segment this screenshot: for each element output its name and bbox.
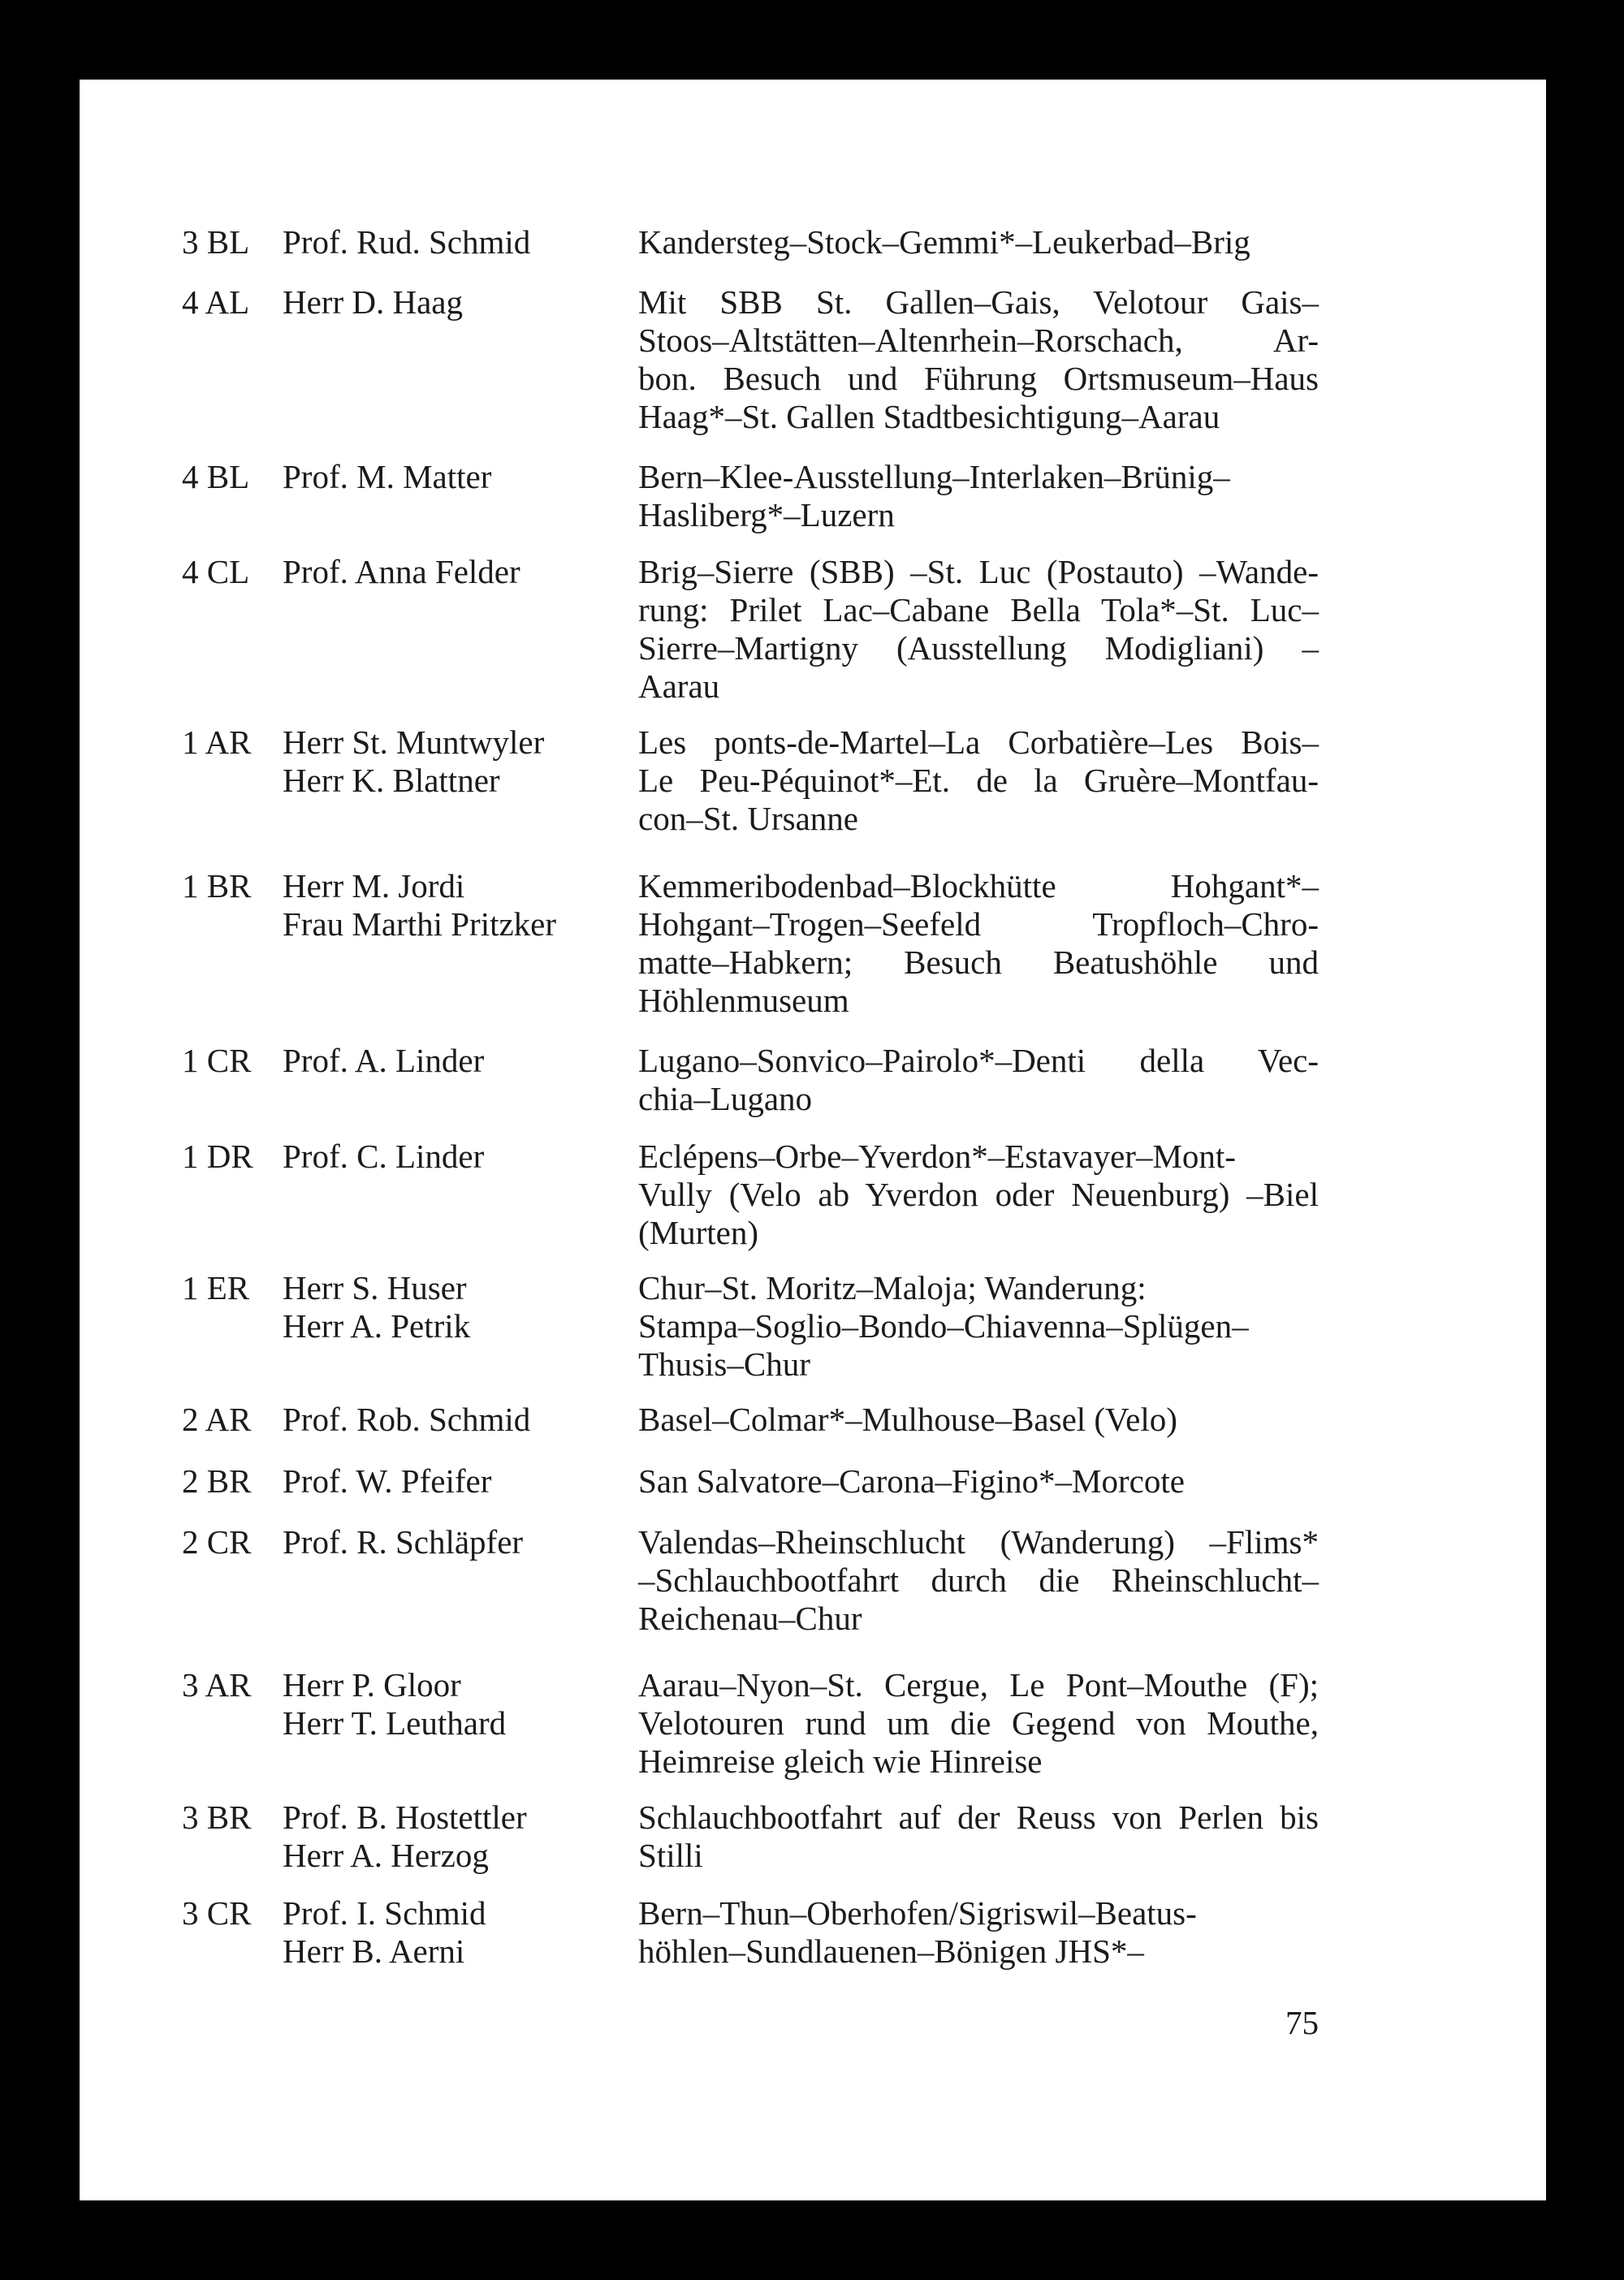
group-code: 1 ER [182, 1269, 250, 1306]
leader-name: Herr A. Herzog [283, 1837, 489, 1874]
route-description [638, 867, 1319, 1020]
leader-name: Prof. I. Schmid [283, 1894, 486, 1932]
route-line: Stampa–Soglio–Bondo–Chiavenna–Splügen– [638, 1307, 1249, 1345]
group-code: 1 BR [182, 867, 252, 905]
route-line: Kandersteg–Stock–Gemmi*–Leukerbad–Brig [638, 223, 1250, 261]
route-description [638, 1138, 1319, 1252]
leader-name: Herr M. Jordi [283, 867, 465, 905]
route-line: höhlen–Sundlauenen–Bönigen JHS*– [638, 1932, 1144, 1970]
group-code: 3 BL [182, 223, 250, 261]
group-code: 2 AR [182, 1401, 252, 1438]
route-line: Hohgant–Trogen–Seefeld Tropfloch–Chro- [638, 905, 1319, 943]
route-line: Reichenau–Chur [638, 1600, 862, 1637]
route-line: Velotouren rund um die Gegend von Mouthe, [638, 1704, 1319, 1742]
route-description [638, 553, 1319, 706]
route-line: Bern–Thun–Oberhofen/Sigriswil–Beatus- [638, 1894, 1197, 1932]
route-line: Brig–Sierre (SBB) –St. Luc (Postauto) –Wande- [638, 553, 1319, 590]
route-line: Lugano–Sonvico–Pairolo*–Denti della Vec- [638, 1042, 1319, 1079]
route-line: Aarau [638, 667, 720, 705]
leader-name: Herr T. Leuthard [283, 1704, 507, 1742]
leader-name: Prof. Anna Felder [283, 553, 520, 590]
group-code: 1 DR [182, 1138, 253, 1175]
route-line: bon. Besuch und Führung Ortsmuseum–Haus [638, 360, 1319, 397]
leader-name: Prof. M. Matter [283, 458, 492, 495]
group-code: 3 CR [182, 1894, 252, 1932]
route-line: matte–Habkern; Besuch Beatushöhle und [638, 944, 1319, 981]
route-line: con–St. Ursanne [638, 800, 859, 837]
leader-name: Herr P. Gloor [283, 1666, 461, 1704]
leader-name: Frau Marthi Pritzker [283, 905, 557, 943]
route-line: Valendas–Rheinschlucht (Wanderung) –Flims* [638, 1523, 1319, 1561]
route-description [638, 1894, 1319, 1971]
page-number: 75 [1285, 2004, 1319, 2041]
route-description [638, 723, 1319, 838]
route-line: Hasliberg*–Luzern [638, 496, 895, 533]
leader-name: Herr S. Huser [283, 1269, 467, 1306]
group-code: 1 CR [182, 1042, 252, 1079]
route-line: San Salvatore–Carona–Figino*–Morcote [638, 1462, 1185, 1500]
route-line: Schlauchbootfahrt auf der Reuss von Perlen bis [638, 1799, 1319, 1836]
group-code: 4 BL [182, 458, 250, 495]
group-code: 2 CR [182, 1523, 252, 1561]
leader-name: Herr St. Muntwyler [283, 723, 545, 761]
group-code: 3 AR [182, 1666, 252, 1704]
group-code: 4 AL [182, 283, 250, 321]
route-line: Heimreise gleich wie Hinreise [638, 1742, 1043, 1780]
group-code: 4 CL [182, 553, 250, 590]
group-code: 1 AR [182, 723, 252, 761]
route-line: chia–Lugano [638, 1080, 813, 1117]
route-description [638, 1666, 1319, 1781]
route-description [638, 1401, 1319, 1439]
leader-name: Herr B. Aerni [283, 1932, 465, 1970]
route-line: Aarau–Nyon–St. Cergue, Le Pont–Mouthe (F); [638, 1666, 1319, 1704]
route-description [638, 1269, 1319, 1384]
route-line: Haag*–St. Gallen Stadtbesichtigung–Aarau [638, 398, 1220, 435]
leader-name: Prof. B. Hostettler [283, 1799, 527, 1836]
route-line: Stilli [638, 1837, 703, 1874]
route-description [638, 1799, 1319, 1875]
leader-name: Prof. Rob. Schmid [283, 1401, 531, 1438]
route-line: Chur–St. Moritz–Maloja; Wanderung: [638, 1269, 1147, 1306]
document-page [80, 80, 1546, 2200]
group-code: 2 BR [182, 1462, 252, 1500]
route-line: Höhlenmuseum [638, 982, 849, 1019]
route-line: Thusis–Chur [638, 1345, 810, 1383]
route-line: Le Peu-Péquinot*–Et. de la Gruère–Montfau- [638, 762, 1319, 799]
route-line: Mit SBB St. Gallen–Gais, Velotour Gais– [638, 283, 1319, 321]
leader-name: Prof. Rud. Schmid [283, 223, 531, 261]
route-line: Eclépens–Orbe–Yverdon*–Estavayer–Mont- [638, 1138, 1236, 1175]
leader-name: Prof. W. Pfeifer [283, 1462, 492, 1500]
leader-name: Prof. R. Schläpfer [283, 1523, 524, 1561]
route-description [638, 223, 1319, 261]
route-line: Bern–Klee-Ausstellung–Interlaken–Brünig– [638, 458, 1230, 495]
route-line: (Murten) [638, 1214, 759, 1251]
route-line: Stoos–Altstätten–Altenrhein–Rorschach, Ar- [638, 322, 1319, 359]
route-line: Les ponts-de-Martel–La Corbatière–Les Bois– [638, 723, 1319, 761]
route-line: Sierre–Martigny (Ausstellung Modigliani) – [638, 629, 1319, 667]
route-line: Kemmeribodenbad–Blockhütte Hohgant*– [638, 867, 1319, 905]
route-line: Vully (Velo ab Yverdon oder Neuenburg) –Biel [638, 1176, 1319, 1213]
route-line: rung: Prilet Lac–Cabane Bella Tola*–St. Luc– [638, 591, 1319, 628]
route-line: –Schlauchbootfahrt durch die Rheinschlucht– [638, 1561, 1319, 1599]
group-code: 3 BR [182, 1799, 252, 1836]
route-description [638, 1462, 1319, 1501]
route-line: Basel–Colmar*–Mulhouse–Basel (Velo) [638, 1401, 1177, 1438]
leader-name: Herr A. Petrik [283, 1307, 471, 1345]
route-description [638, 283, 1319, 436]
route-description [638, 1523, 1319, 1638]
leader-name: Prof. C. Linder [283, 1138, 485, 1175]
leader-name: Herr K. Blattner [283, 762, 500, 799]
leader-name: Herr D. Haag [283, 283, 463, 321]
leader-name: Prof. A. Linder [283, 1042, 485, 1079]
route-description [638, 458, 1319, 534]
route-description [638, 1042, 1319, 1118]
